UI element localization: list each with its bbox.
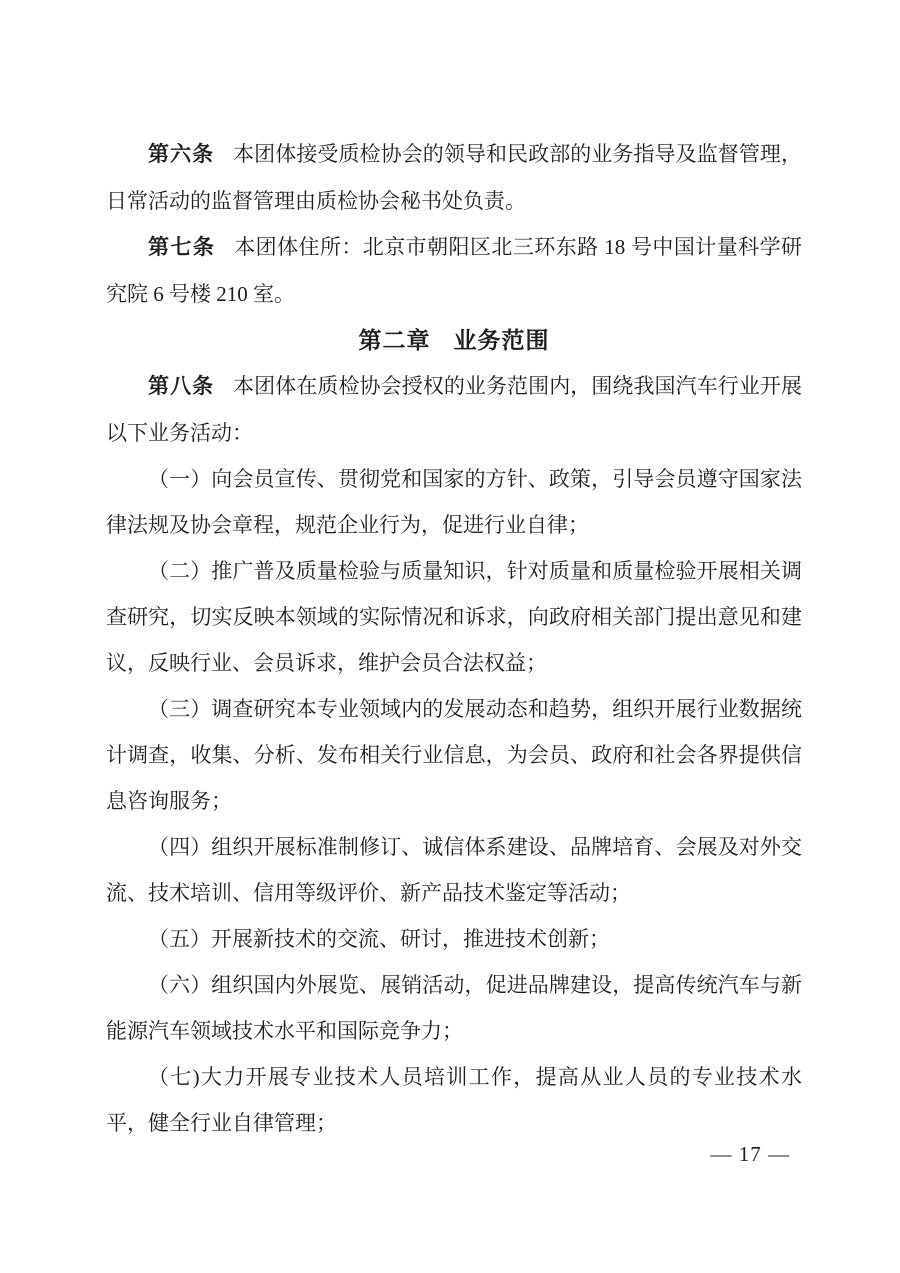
article-6-label: 第六条 bbox=[148, 143, 215, 166]
article-6-paragraph bbox=[106, 131, 802, 224]
chapter-title: 业务范围 bbox=[453, 327, 550, 353]
clause-item-1: （一）向会员宣传、贯彻党和国家的方针、政策，引导会员遵守国家法律法规及协会章程，规范企业行为，促进行业自律； bbox=[106, 467, 802, 537]
article-8-paragraph bbox=[106, 363, 802, 456]
article-7-label: 第七条 bbox=[148, 236, 216, 259]
clause-item-3: （三）调查研究本专业领域内的发展动态和趋势，组织开展行业数据统计调查，收集、分析、发布相关行业信息，为会员、政府和社会各界提供信息咨询服务； bbox=[106, 697, 802, 813]
chapter-number: 第二章 bbox=[358, 327, 431, 353]
article-7-text: 本团体住所：北京市朝阳区北三环东路 18 号中国计量科学研究院 6 号楼 210 室。 bbox=[106, 235, 803, 306]
text-block bbox=[106, 131, 802, 1146]
chapter-2-heading bbox=[106, 317, 802, 363]
article-8-label: 第八条 bbox=[148, 375, 215, 398]
page-number bbox=[711, 1138, 791, 1170]
clause-item-4: （四）组织开展标准制修订、诚信体系建设、品牌培育、会展及对外交流、技术培训、信用等级评价、新产品技术鉴定等活动； bbox=[106, 835, 802, 905]
page-number-text: — 17 — bbox=[710, 1142, 790, 1166]
clause-item-2: （二）推广普及质量检验与质量知识，针对质量和质量检验开展相关调查研究，切实反映本领域的实际情况和诉求，向政府相关部门提出意见和建议，反映行业、会员诉求，维护会员合法权益； bbox=[106, 559, 802, 675]
article-8-text: 本团体在质检协会授权的业务范围内，围绕我国汽车行业开展以下业务活动： bbox=[106, 374, 802, 445]
clause-item-5: （五）开展新技术的交流、研讨，推进技术创新； bbox=[148, 927, 610, 951]
clause-item-6: （六）组织国内外展览、展销活动，促进品牌建设，提高传统汽车与新能源汽车领域技术水平和国际竞争力； bbox=[106, 973, 802, 1043]
article-6-text: 本团体接受质检协会的领导和民政部的业务指导及监督管理，日常活动的监督管理由质检协会秘书处负责。 bbox=[106, 142, 802, 213]
clause-item-7: （七)大力开展专业技术人员培训工作，提高从业人员的专业技术水平，健全行业自律管理； bbox=[106, 1065, 802, 1135]
article-7-paragraph bbox=[106, 224, 802, 317]
